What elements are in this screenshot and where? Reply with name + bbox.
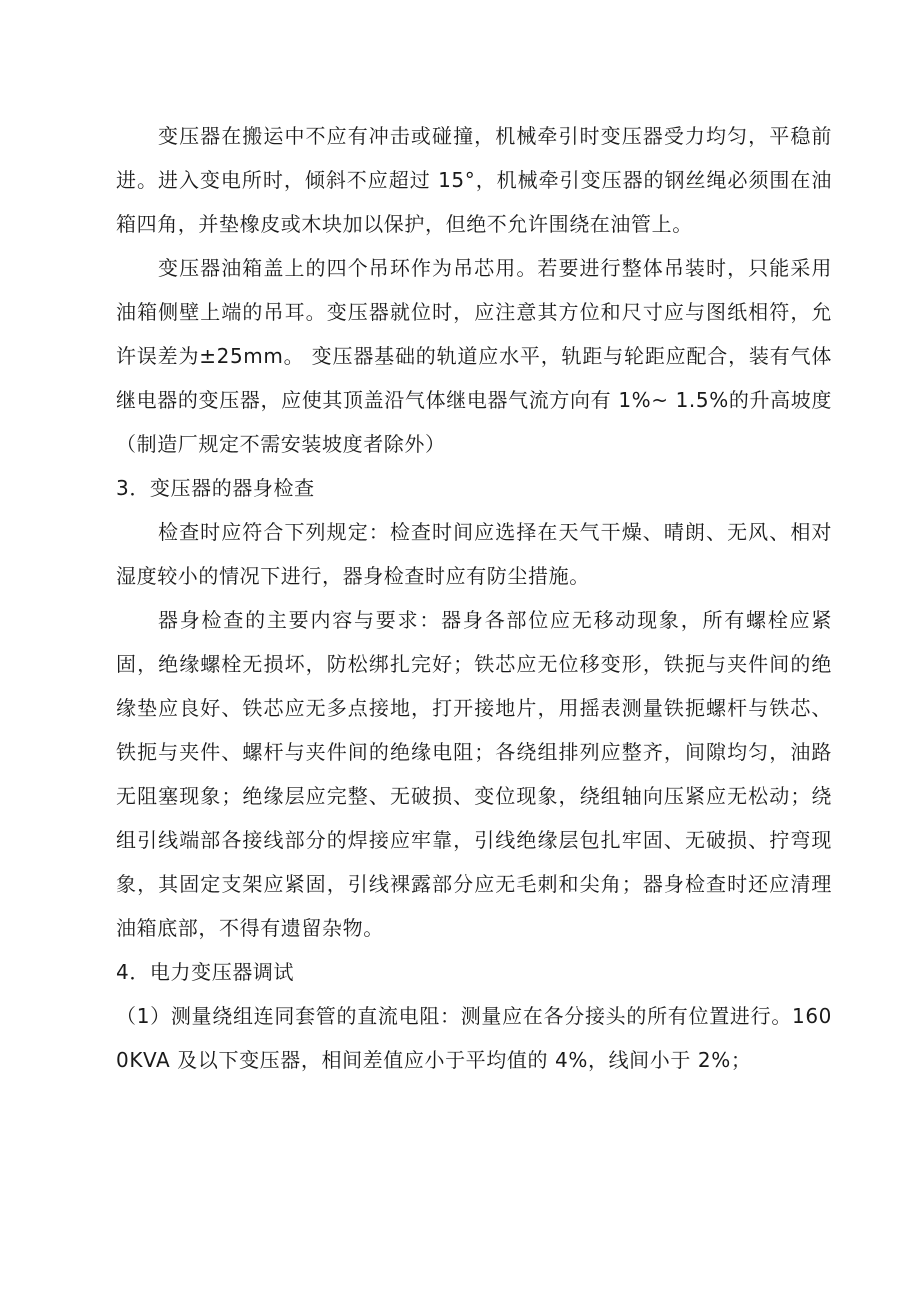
paragraph-inspection-requirements: 器身检查的主要内容与要求：器身各部位应无移动现象，所有螺栓应紧固，绝缘螺栓无损坏，防松绑扎完好；铁芯应无位移变形，铁扼与夹件间的绝缘垫应良好、铁芯应无多点接地，打开接地片，用摇表测量铁扼螺杆与铁芯、铁扼与夹件、螺杆与夹件间的绝缘电阻；各绕组排列应整齐，间隙均匀，油路无阻塞现象；绝缘层应完整、无破损、变位现象，绕组轴向压紧应无松动；绕组引线端部各接线部分的焊接应牢靠，引线绝缘层包扎牢固、无破损、拧弯现象，其固定支架应紧固，引线裸露部分应无毛刺和尖角；器身检查时还应清理油箱底部，不得有遗留杂物。 — [116, 608, 832, 940]
paragraph-dc-resistance: （1）测量绕组连同套管的直流电阻：测量应在各分接头的所有位置进行。1600KVA 及以下变压器，相间差值应小于平均值的 4%，线间小于 2%； — [116, 1004, 832, 1072]
document-body — [116, 114, 832, 1082]
paragraph-inspection-conditions: 检查时应符合下列规定：检查时间应选择在天气干燥、晴朗、无风、相对湿度较小的情况下进行，器身检查时应有防尘措施。 — [116, 520, 832, 588]
section-heading-body-inspection: 3．变压器的器身检查 — [116, 476, 315, 500]
paragraph-transport: 变压器在搬运中不应有冲击或碰撞，机械牵引时变压器受力均匀，平稳前进。进入变电所时，倾斜不应超过 15°，机械牵引变压器的钢丝绳必须围在油箱四角，并垫橡皮或木块加以保护，但绝不允许围绕在油管上。 — [116, 124, 832, 236]
section-heading-transformer-testing: 4．电力变压器调试 — [116, 960, 295, 984]
paragraph-lifting-placement: 变压器油箱盖上的四个吊环作为吊芯用。若要进行整体吊装时，只能采用油箱侧壁上端的吊耳。变压器就位时，应注意其方位和尺寸应与图纸相符，允许误差为±25mm。 变压器基础的轨道应水平，轨距与轮距应配合，装有气体继电器的变压器，应使其顶盖沿气体继电器气流方向有 1%~ 1.5%的升高坡度（制造厂规定不需安装坡度者除外） — [116, 256, 832, 456]
